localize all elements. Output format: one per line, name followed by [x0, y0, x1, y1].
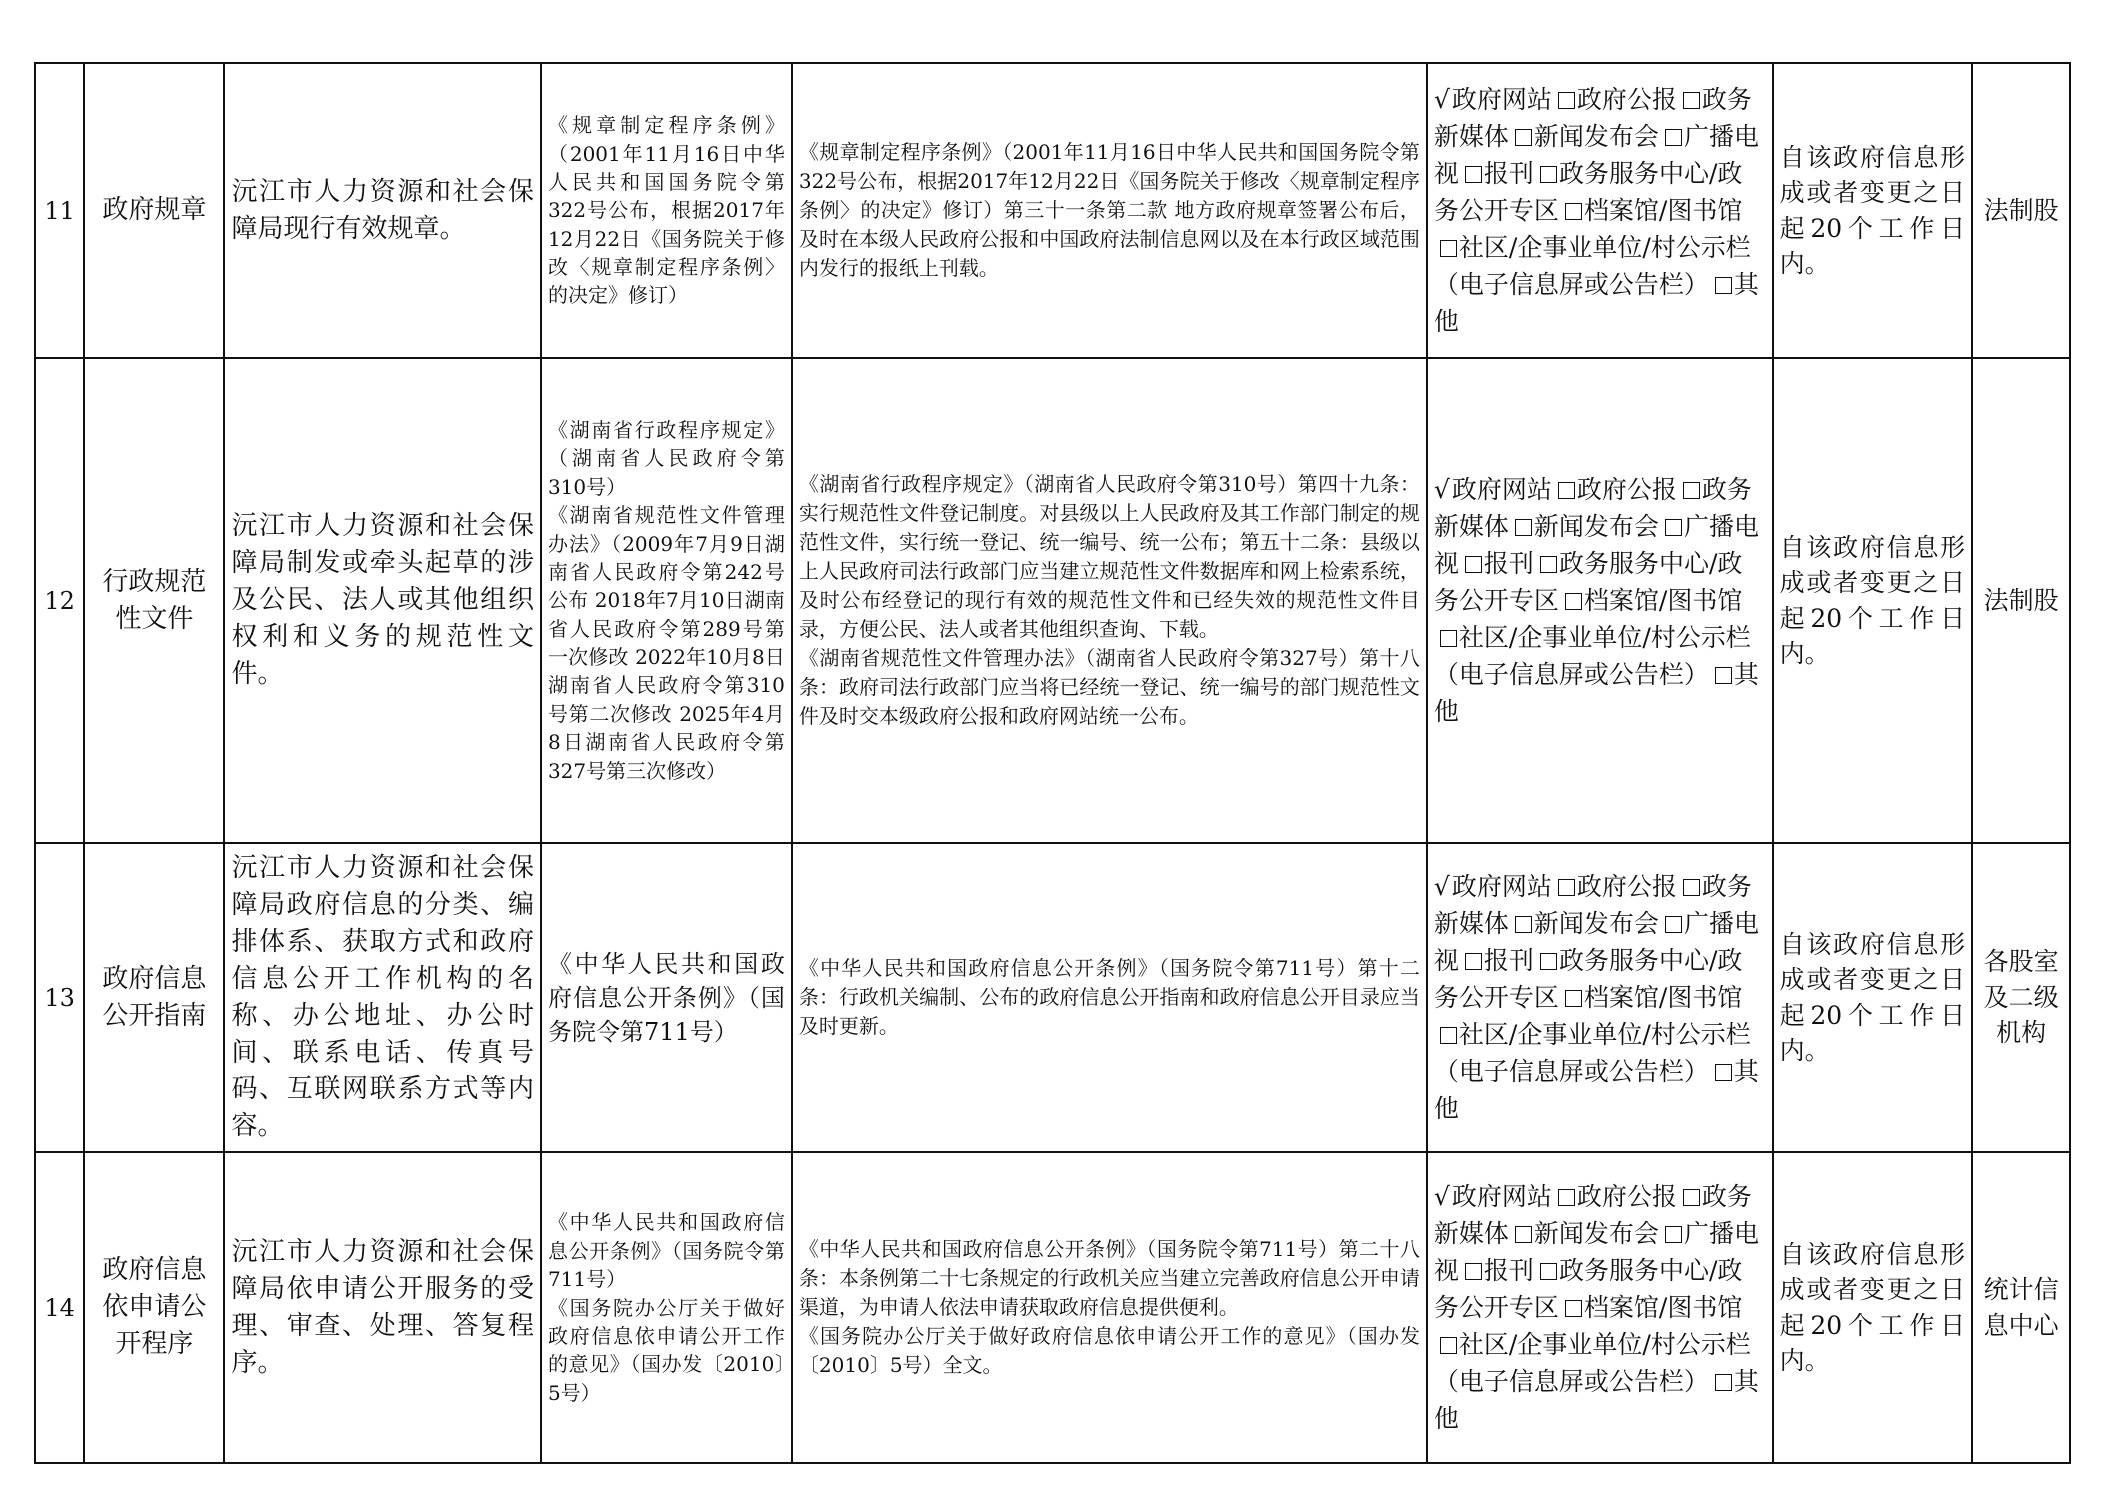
legal-basis [541, 358, 792, 843]
checkbox-icon [1540, 166, 1557, 183]
channel-label: 档案馆/图书馆 [1583, 586, 1743, 615]
channel-label: 广播电视 [1433, 909, 1759, 976]
channel-label: 其他 [1433, 660, 1759, 726]
table-row [35, 843, 2070, 1152]
item-name: 政府规章 [84, 63, 224, 358]
checkbox-icon [1558, 879, 1575, 896]
channel-label: 政务新媒体 [1433, 1182, 1752, 1249]
row-number: 14 [35, 1152, 84, 1463]
channel-option [1509, 1219, 1659, 1248]
disclosure-channels [1427, 1152, 1773, 1463]
disclosure-channels [1427, 63, 1773, 358]
basis-clause [792, 63, 1427, 358]
channel-label: 其他 [1433, 1057, 1759, 1124]
channel-option [1434, 475, 1552, 504]
channel-option [1459, 549, 1534, 578]
basis-clause-paragraph: 《湖南省行政程序规定》（湖南省人民政府令第310号）第四十九条：实行规范性文件登记制度。对县级以上人民政府及其工作部门制定的规范性文件，实行统一登记、统一编号、统一公布；第五十二条：县级以上人民政府司法行政部门应当建立规范性文件数据库和网上检索系统，及时公布经登记的现行有效的规范性文件和已经失效的规范性文件目录，方便公民、法人或者其他组织查询、下载。 [798, 472, 1420, 641]
channel-label: 政府网站 [1451, 85, 1552, 114]
checkbox-icon [1665, 129, 1682, 146]
channel-label: 广播电视 [1433, 1219, 1759, 1286]
checkbox-icon [1465, 1263, 1482, 1280]
basis-clause [792, 358, 1427, 843]
channel-label: 报刊 [1483, 1256, 1534, 1286]
channel-label: 政务服务中心/政务公开专区 [1433, 159, 1743, 225]
legal-basis-item: 《中华人民共和国政府信息公开条例》（国务院令第711号） [547, 949, 785, 1046]
channel-label: 政府公报 [1576, 85, 1677, 114]
responsible-department: 统计信息中心 [1972, 1152, 2070, 1463]
checkbox-icon [1465, 556, 1482, 573]
checkbox-icon [1515, 916, 1532, 933]
time-limit: 自该政府信息形成或者变更之日起20个工作日内。 [1773, 358, 1973, 843]
channel-option [1434, 872, 1552, 901]
channel-label: 政务新媒体 [1433, 85, 1752, 151]
channel-label: 政务新媒体 [1433, 475, 1752, 541]
legal-basis-item: 《国务院办公厅关于做好政府信息依申请公开工作的意见》（国办发〔2010〕5号） [547, 1295, 785, 1405]
channel-option [1459, 159, 1534, 188]
channel-label: 其他 [1433, 270, 1759, 336]
channel-option [1459, 946, 1534, 975]
basis-clause-paragraph: 《规章制定程序条例》（2001年11月16日中华人民共和国国务院令第322号公布，根据2017年12月22日《国务院关于修改〈规章制定程序条例〉的决定》修订）第三十一条第二款 地方政府规章签署公布后，及时在本级人民政府公报和中国政府法制信息网以及在本行政区域范围内发行的报纸上刊载。 [798, 140, 1420, 280]
legal-basis-item: 《规章制定程序条例》（2001年11月16日中华人民共和国国务院令第322号公布，根据2017年12月22日《国务院关于修改〈规章制定程序条例〉的决定》修订） [547, 113, 785, 308]
channel-option [1459, 1256, 1534, 1285]
channel-option [1559, 586, 1742, 615]
channel-label: 社区/企事业单位/村公示栏（电子信息屏或公告栏） [1433, 623, 1751, 689]
channel-label: 社区/企事业单位/村公示栏（电子信息屏或公告栏） [1433, 1330, 1751, 1397]
checkbox-icon [1683, 482, 1700, 499]
channel-label: 政务服务中心/政务公开专区 [1433, 1256, 1743, 1323]
channel-option [1434, 1182, 1552, 1211]
channel-label: 档案馆/图书馆 [1583, 1293, 1743, 1323]
channel-label: 档案馆/图书馆 [1583, 196, 1743, 225]
channel-label: 报刊 [1483, 946, 1534, 976]
table-row [35, 63, 2070, 358]
channel-label: 报刊 [1483, 549, 1534, 578]
time-limit: 自该政府信息形成或者变更之日起20个工作日内。 [1773, 63, 1973, 358]
disclosure-channels [1427, 358, 1773, 843]
channel-label: 政府公报 [1576, 475, 1677, 504]
checkbox-icon [1665, 519, 1682, 536]
time-limit: 自该政府信息形成或者变更之日起20个工作日内。 [1773, 1152, 1973, 1463]
channel-label: 广播电视 [1433, 122, 1759, 188]
channel-label: 档案馆/图书馆 [1583, 983, 1743, 1013]
basis-clause-paragraph: 《中华人民共和国政府信息公开条例》（国务院令第711号）第二十八条：本条例第二十七条规定的行政机关应当建立完善政府信息公开申请渠道，为申请人依法申请获取政府信息提供便利。 [798, 1237, 1420, 1320]
channel-option [1434, 623, 1751, 689]
channel-label: 新闻发布会 [1533, 512, 1659, 541]
checkbox-icon [1540, 953, 1557, 970]
checkbox-icon [1715, 667, 1732, 684]
checkbox-icon [1440, 1337, 1457, 1354]
disclosure-table [34, 62, 2071, 1464]
channel-option [1509, 122, 1659, 151]
checkbox-icon [1683, 1189, 1700, 1206]
checkbox-icon [1540, 1263, 1557, 1280]
checkbox-icon [1515, 129, 1532, 146]
responsible-department: 各股室及二级机构 [1972, 843, 2070, 1152]
checkmark-icon: √ [1433, 872, 1450, 902]
channel-label: 政府网站 [1451, 475, 1552, 504]
channel-label: 新闻发布会 [1533, 909, 1659, 939]
checkbox-icon [1540, 556, 1557, 573]
legal-basis-item: 《湖南省规范性文件管理办法》（2009年7月9日湖南省人民政府令第242号公布 2018年7月10日湖南省人民政府令第289号第一次修改 2022年10月8日湖南省人民政府令第310号第二次修改 2025年4月8日湖南省人民政府令第327号第三次修改） [547, 503, 785, 783]
item-content: 沅江市人力资源和社会保障局政府信息的分类、编排体系、获取方式和政府信息公开工作机构的名称、办公地址、办公时间、联系电话、传真号码、互联网联系方式等内容。 [224, 843, 540, 1152]
channel-option [1552, 475, 1677, 504]
table-row [35, 358, 2070, 843]
channel-label: 政务新媒体 [1433, 872, 1752, 939]
channel-option [1509, 512, 1659, 541]
item-name: 政府信息依申请公开程序 [84, 1152, 224, 1463]
checkbox-icon [1440, 630, 1457, 647]
disclosure-channels [1427, 843, 1773, 1152]
row-number: 11 [35, 63, 84, 358]
channel-label: 其他 [1433, 1367, 1759, 1434]
channel-option [1559, 196, 1742, 225]
basis-clause-paragraph: 《湖南省规范性文件管理办法》（湖南省人民政府令第327号）第十八条：政府司法行政部门应当将已经统一登记、统一编号的部门规范性文件及时交本级政府公报和政府网站统一公布。 [798, 646, 1420, 728]
checkbox-icon [1558, 1189, 1575, 1206]
checkbox-icon [1515, 519, 1532, 536]
responsible-department: 法制股 [1972, 63, 2070, 358]
checkbox-icon [1715, 1064, 1732, 1081]
table-row [35, 1152, 2070, 1463]
channel-option [1434, 1330, 1751, 1396]
item-content: 沅江市人力资源和社会保障局依申请公开服务的受理、审查、处理、答复程序。 [224, 1152, 540, 1463]
channel-label: 新闻发布会 [1533, 122, 1659, 151]
channel-option [1434, 85, 1552, 114]
responsible-department: 法制股 [1972, 358, 2070, 843]
channel-label: 政府网站 [1451, 872, 1552, 902]
channel-option [1552, 872, 1677, 901]
channel-label: 社区/企事业单位/村公示栏（电子信息屏或公告栏） [1433, 1020, 1751, 1087]
checkbox-icon [1665, 1226, 1682, 1243]
checkbox-icon [1683, 879, 1700, 896]
legal-basis-item: 《湖南省行政程序规定》（湖南省人民政府令第310号） [547, 417, 785, 499]
channel-label: 政务服务中心/政务公开专区 [1433, 549, 1743, 615]
channel-option [1559, 983, 1742, 1012]
checkmark-icon: √ [1433, 1182, 1450, 1212]
checkbox-icon [1683, 92, 1700, 109]
checkbox-icon [1465, 166, 1482, 183]
item-content: 沅江市人力资源和社会保障局制发或牵头起草的涉及公民、法人或其他组织权利和义务的规范性文件。 [224, 358, 540, 843]
basis-clause-paragraph: 《国务院办公厅关于做好政府信息依申请公开工作的意见》（国办发〔2010〕5号）全文。 [798, 1324, 1420, 1378]
item-content: 沅江市人力资源和社会保障局现行有效规章。 [224, 63, 540, 358]
checkbox-icon [1565, 1300, 1582, 1317]
checkbox-icon [1715, 277, 1732, 294]
time-limit: 自该政府信息形成或者变更之日起20个工作日内。 [1773, 843, 1973, 1152]
channel-label: 广播电视 [1433, 512, 1759, 578]
checkbox-icon [1440, 240, 1457, 257]
channel-label: 政府网站 [1451, 1182, 1552, 1212]
basis-clause-paragraph: 《中华人民共和国政府信息公开条例》（国务院令第711号）第十二条：行政机关编制、公布的政府信息公开指南和政府信息公开目录应当及时更新。 [798, 956, 1420, 1039]
checkbox-icon [1515, 1226, 1532, 1243]
item-name: 行政规范性文件 [84, 358, 224, 843]
legal-basis-item: 《中华人民共和国政府信息公开条例》（国务院令第711号） [547, 1210, 785, 1292]
basis-clause [792, 843, 1427, 1152]
legal-basis [541, 63, 792, 358]
channel-label: 报刊 [1483, 159, 1534, 188]
checkbox-icon [1715, 1374, 1732, 1391]
channel-option [1559, 1293, 1742, 1322]
channel-option [1552, 85, 1677, 114]
row-number: 13 [35, 843, 84, 1152]
channel-option [1509, 909, 1659, 938]
checkbox-icon [1665, 916, 1682, 933]
channel-label: 新闻发布会 [1533, 1219, 1659, 1249]
row-number: 12 [35, 358, 84, 843]
channel-option [1434, 1020, 1751, 1086]
channel-label: 政府公报 [1576, 1182, 1677, 1212]
basis-clause [792, 1152, 1427, 1463]
checkbox-icon [1440, 1027, 1457, 1044]
checkbox-icon [1565, 203, 1582, 220]
channel-label: 社区/企事业单位/村公示栏（电子信息屏或公告栏） [1433, 233, 1751, 299]
item-name: 政府信息公开指南 [84, 843, 224, 1152]
checkbox-icon [1558, 482, 1575, 499]
checkbox-icon [1558, 92, 1575, 109]
checkbox-icon [1465, 953, 1482, 970]
legal-basis [541, 1152, 792, 1463]
channel-label: 政务服务中心/政务公开专区 [1433, 946, 1743, 1013]
channel-option [1552, 1182, 1677, 1211]
channel-option [1434, 233, 1751, 299]
checkmark-icon: √ [1433, 475, 1450, 504]
checkbox-icon [1565, 990, 1582, 1007]
checkbox-icon [1565, 593, 1582, 610]
checkmark-icon: √ [1433, 85, 1450, 114]
legal-basis [541, 843, 792, 1152]
channel-label: 政府公报 [1576, 872, 1677, 902]
